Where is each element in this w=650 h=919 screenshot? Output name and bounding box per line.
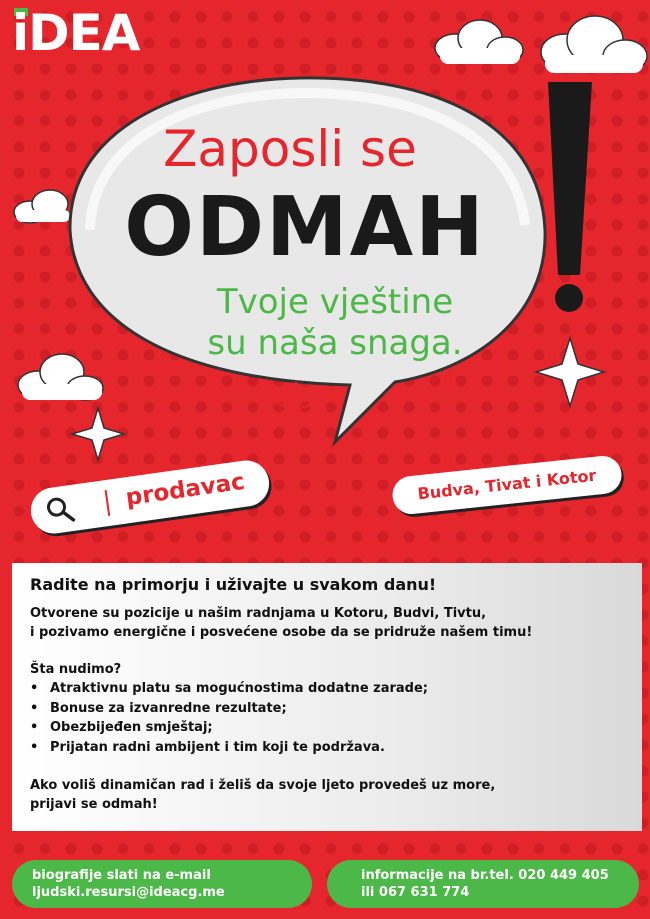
email-label: biografije slati na e-mail — [32, 868, 211, 883]
search-value: prodavac — [124, 468, 247, 512]
search-icon — [43, 493, 77, 527]
content-panel — [12, 563, 642, 831]
search-divider — [105, 490, 111, 516]
email-address[interactable]: ljudski.resursi@ideacg.me — [32, 885, 225, 900]
list-item: • Prijatan radni ambijent i tim koji te podržava. — [30, 738, 428, 758]
outro-line: Ako voliš dinamičan rad i želiš da svoje ljeto provedeš uz more, — [30, 778, 496, 793]
outro-line: prijavi se odmah! — [30, 797, 158, 812]
sparkle-icon — [536, 338, 604, 406]
tagline-line1: Tvoje vještine — [216, 282, 454, 322]
phone-primary[interactable]: informacije na br.tel. 020 449 405 — [361, 868, 609, 883]
offer-list — [30, 679, 428, 757]
phone-contact-pill — [327, 860, 639, 908]
sparkle-icon — [72, 408, 124, 460]
list-item: • Bonuse za izvanredne rezultate; — [30, 699, 428, 719]
headline-line1: Zaposli se — [163, 120, 417, 178]
exclamation-icon — [548, 82, 592, 312]
tagline — [150, 282, 520, 364]
list-item: • Obezbijeđen smještaj; — [30, 718, 428, 738]
headline-line2: ODMAH — [124, 180, 486, 275]
list-item: • Atraktivnu platu sa mogućnostima dodatne zarade; — [30, 679, 428, 699]
intro-line: Otvorene su pozicije u našim radnjama u Kotoru, Budvi, Tivtu, — [30, 606, 487, 621]
sparkle-icon — [234, 382, 317, 424]
cloud-icon — [541, 16, 647, 73]
cloud-icon — [14, 190, 70, 223]
location-badge: Budva, Tivat i Kotor — [391, 454, 624, 516]
content-heading: Radite na primorju i uživajte u svakom danu! — [30, 575, 437, 594]
cloud-icon — [18, 354, 103, 400]
brand-logo: iDEA — [12, 4, 140, 62]
offer-title: Šta nudimo? — [30, 662, 122, 677]
tagline-line2: su naša snaga. — [207, 322, 463, 363]
intro-line: i pozivamo energične i posvećene osobe da se pridruže našem timu! — [30, 625, 533, 640]
email-contact-pill — [12, 860, 312, 908]
cloud-icon — [435, 20, 523, 64]
intro-text — [30, 604, 532, 642]
phone-secondary[interactable]: ili 067 631 774 — [361, 885, 470, 900]
outro-text — [30, 776, 495, 814]
